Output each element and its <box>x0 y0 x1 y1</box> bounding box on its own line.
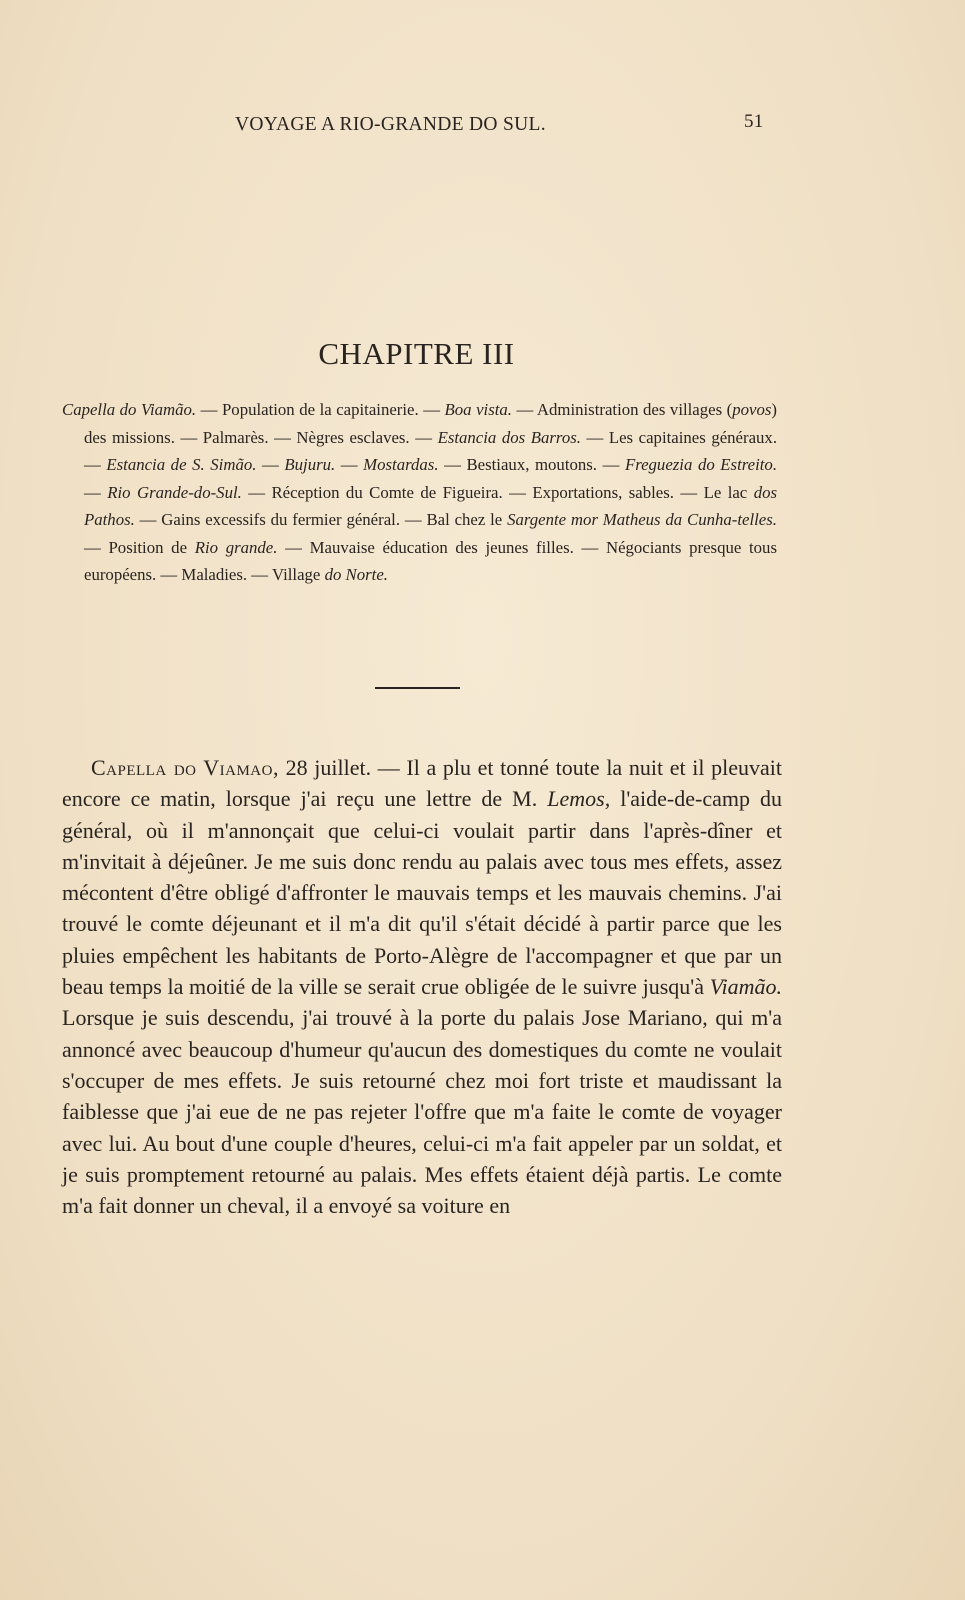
summary-segment: — Réception du Comte de Figueira. — Exportations, sables. — Le lac <box>241 482 754 502</box>
summary-segment: dos Pathos. <box>84 482 777 529</box>
summary-segment: — Bestiaux, moutons. — <box>438 455 625 474</box>
body-paragraph <box>62 752 782 1221</box>
summary-segment: Rio grande. <box>194 537 278 557</box>
summary-segment: — Mauvaise éducation des jeunes filles. — Négociants presque tous européens. — Maladies. — Village <box>84 537 777 584</box>
summary-segment: Estancia dos Barros. <box>437 427 581 447</box>
summary-segment: — Gains excessifs du fermier général. — Bal chez le <box>134 510 508 529</box>
body-segment: 28 juillet. — Il a plu et tonné toute la nuit et il pleuvait encore ce matin, lorsque j'ai reçu une lettre de M. <box>62 755 782 812</box>
summary-segment: ) des missions. — Palmarès. — Nègres esclaves. — <box>84 400 777 447</box>
summary-segment: Rio Grande-do-Sul. <box>107 482 242 502</box>
summary-segment: Freguezia do Estreito. <box>624 455 778 474</box>
summary-segment: Boa vista. <box>444 400 512 419</box>
body-segment: Viamão. <box>709 974 782 1000</box>
paragraph-lead: Capella do Viamao, <box>91 755 279 780</box>
summary-segment: Capella do Viamão. <box>62 400 197 419</box>
body-segment: l'aide-de-camp du général, où il m'annonçait que celui-ci voulait partir dans l'après-dîner et m'invitait à déjeûner. Je me suis donc rendu au palais avec tous mes effets, assez mécontent d'être obligé d'affronter le mauvais temps et les mauvais chemins. J'ai trouvé le comte déjeunant et il m'a dit qu'il s'était décidé à partir parce que les pluies empêchent les habitants de Porto-Alègre de l'accompagner et que par un beau temps la moitié de la ville se serait crue obligée de le suivre jusqu'à <box>62 786 783 1000</box>
body-segment: Lemos, <box>547 786 611 812</box>
running-header <box>0 111 965 144</box>
section-divider <box>375 687 460 689</box>
summary-segment: — Position de <box>84 537 195 557</box>
summary-segment: Mostardas. <box>363 455 439 474</box>
summary-segment: Estancia de S. Simão. <box>106 455 257 474</box>
summary-segment: do Norte. <box>324 565 388 584</box>
chapter-summary <box>62 396 777 589</box>
page-number: 51 <box>744 111 764 132</box>
summary-segment: — <box>256 455 285 474</box>
summary-segment: Sargente mor Matheus da Cunha-telles. <box>507 510 777 529</box>
chapter-title: CHAPITRE III <box>318 336 515 371</box>
summary-segment: Bujuru. <box>284 455 336 474</box>
running-title: VOYAGE A RIO-GRANDE DO SUL. <box>235 114 546 135</box>
summary-segment: — <box>335 455 364 474</box>
summary-segment: — Les capitaines généraux. — <box>84 427 778 474</box>
summary-segment: — Administration des villages ( <box>511 400 733 419</box>
body-segment: Lorsque je suis descendu, j'ai trouvé à la porte du palais Jose Mariano, qui m'a annoncé avec beaucoup d'humeur qu'aucun des domestiques du comte ne voulait s'occuper de mes effets. Je suis retourné chez moi fort triste et maudissant la faiblesse que j'ai eue de ne pas rejeter l'offre que m'a faite le comte de voyager avec lui. Au bout d'une couple d'heures, celui-ci m'a fait appeler par un soldat, et je suis promptement retourné au palais. Mes effets étaient déjà partis. Le comte m'a fait donner un cheval, il a envoyé sa voiture en <box>62 1005 782 1219</box>
summary-segment: povos <box>732 400 772 419</box>
summary-segment: — <box>84 482 108 502</box>
summary-segment: — Population de la capitainerie. — <box>196 400 445 419</box>
